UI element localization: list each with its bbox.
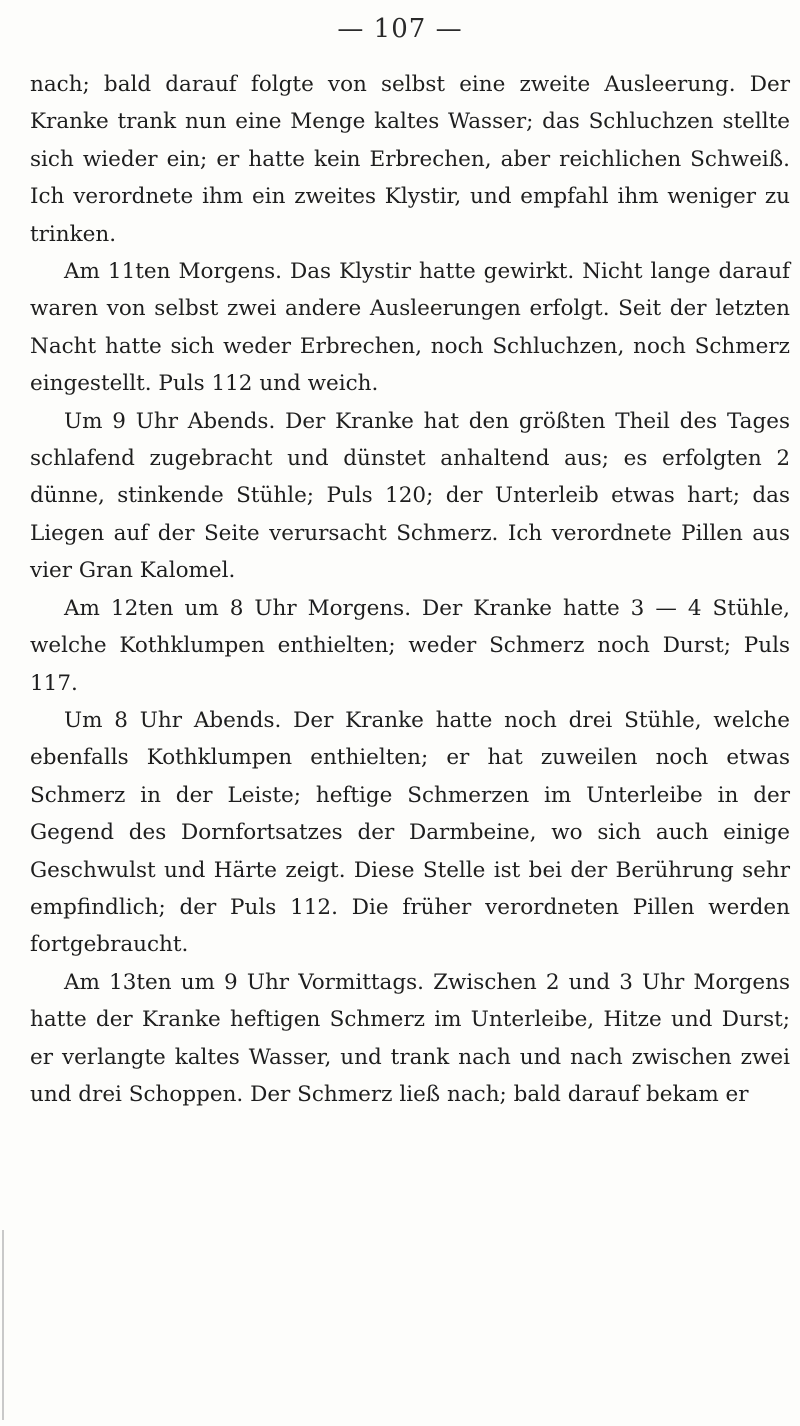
paragraph-1: nach; bald darauf folgte von selbst eine zweite Ausleerung. Der Kranke trank nun eine Menge kaltes Wasser; das Schluchzen stellte sich wieder ein; er hatte kein Erbrechen, aber reichlichen Schweiß. Ich verordnete ihm ein zweites Klystir, und empfahl ihm weniger zu trinken. (30, 72, 790, 247)
paragraph-2: Am 11ten Morgens. Das Klystir hatte gewirkt. Nicht lange darauf waren von selbst zwei andere Ausleerungen erfolgt. Seit der letzten Nacht hatte sich weder Erbrechen, noch Schluchzen, noch Schmerz eingestellt. Puls 112 und weich. (30, 259, 790, 397)
paragraph-4: Am 12ten um 8 Uhr Morgens. Der Kranke hatte 3 — 4 Stühle, welche Kothklumpen enthielten; weder Schmerz noch Durst; Puls 117. (30, 595, 790, 696)
paragraph-3: Um 9 Uhr Abends. Der Kranke hat den größten Theil des Tages schlafend zugebracht und dünstet anhaltend aus; es erfolgten 2 dünne, stinkende Stühle; Puls 120; der Unterleib etwas hart; das Liegen auf der Seite verursacht Schmerz. Ich verordnete Pillen aus vier Gran Kalomel. (30, 408, 790, 584)
page-edge-mark (2, 1230, 4, 1420)
body-text (30, 66, 790, 1113)
page-number-header: — 107 — (337, 14, 463, 44)
paragraph-5: Um 8 Uhr Abends. Der Kranke hatte noch drei Stühle, welche ebenfalls Kothklumpen enthielten; er hat zuweilen noch etwas Schmerz in der Leiste; heftige Schmerzen im Unterleibe in der Gegend des Dornfortsatzes der Darmbeine, wo sich auch einige Geschwulst und Härte zeigt. Diese Stelle ist bei der Berührung sehr empfindlich; der Puls 112. Die früher verordneten Pillen werden fortgebraucht. (30, 707, 790, 958)
paragraph-6: Am 13ten um 9 Uhr Vormittags. Zwischen 2 und 3 Uhr Morgens hatte der Kranke heftigen Schmerz im Unterleibe, Hitze und Durst; er verlangte kaltes Wasser, und trank nach und nach zwischen zwei und drei Schoppen. Der Schmerz ließ nach; bald darauf bekam er (30, 969, 790, 1107)
